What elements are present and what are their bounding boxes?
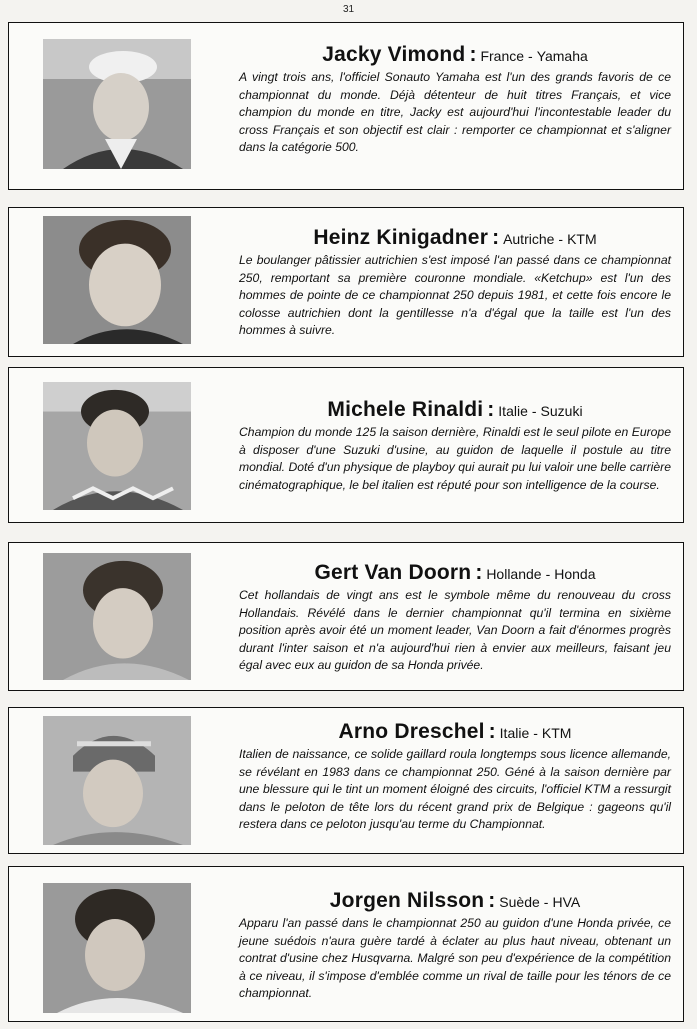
country-brand-dash: - (528, 48, 533, 64)
name-separator: : (488, 889, 496, 912)
rider-card-kinigadner (8, 207, 684, 357)
rider-photo (43, 883, 191, 1013)
rider-bio: Apparu l'an passé dans le championnat 250 au guidon d'une Honda privée, ce jeune suédois n'aura guère tardé à éclater au plus haut niveau, obtenant un contrat d'usine chez Husqvarna. Malgré son peu d'expérience de la compétition à ce niveau, il s'impose d'emblée comme un rival de taille pour les ténors de ce championnat. (239, 916, 671, 1001)
rider-country: Autriche (503, 231, 555, 247)
rider-name: Heinz Kinigadner (313, 226, 489, 249)
name-separator: : (487, 398, 495, 421)
rider-name: Gert Van Doorn (314, 561, 472, 584)
page-number: 31 (342, 4, 355, 15)
rider-card-dreschel (8, 707, 684, 854)
rider-name: Michele Rinaldi (327, 398, 484, 421)
rider-card-vimond (8, 22, 684, 190)
rider-card-van-doorn (8, 542, 684, 691)
rider-name: Jorgen Nilsson (329, 889, 485, 912)
rider-country: France (480, 48, 525, 64)
rider-bio: Le boulanger pâtissier autrichien s'est imposé l'an passé dans ce championnat 250, remportant sa première couronne mondiale. «Ketchup» est l'un des hommes de pointe de ce championnat 250 depuis 1981, et cette fois encore le colosse autrichien dont la gentillesse n'a d'égal que la taille est l'un des hommes à suivre. (239, 253, 671, 338)
rider-text (239, 889, 671, 1003)
rider-card-rinaldi (8, 367, 684, 523)
rider-bio: Cet hollandais de vingt ans est le symbole même du renouveau du cross Hollandais. Révélé dans le dernier championnat qu'il termina en sixième position après avoir été un moment leader, Van Doorn a fait d'énormes progrès durant l'inter saison et n'a aujourd'hui rien à envier aux meilleurs, faisant jeu égal avec eux au guidon de sa Honda privée. (239, 588, 671, 673)
rider-bio: Italien de naissance, ce solide gaillard roula longtemps sous licence allemande, se révélant en 1983 dans ce championnat 250. Géné à la saison dernière par une blessure qui le tint un moment éloigné des circuits, l'officiel KTM a ressurgit dans le peloton de tête lors du récent grand prix de Belgique : gageons qu'il restera dans ce peloton jusqu'au terme du Championnat. (239, 747, 671, 832)
country-brand-dash: - (543, 894, 549, 910)
rider-photo (43, 382, 191, 510)
rider-card-nilsson (8, 866, 684, 1022)
rider-photo (43, 216, 191, 344)
name-separator: : (492, 226, 500, 249)
rider-text (239, 43, 671, 157)
rider-photo (43, 716, 191, 845)
country-brand-dash: - (533, 725, 538, 741)
rider-bio: A vingt trois ans, l'officiel Sonauto Yamaha est l'un des grands favoris de ce championnat du monde. Déjà détenteur de huit titres Français, et vice champion du monde en titre, Jacky est aujourd'hui l'incontestable leader du cross Français et son objectif est clair : remporter ce championnat et s'aligner dans la catégorie 500. (239, 70, 671, 155)
rider-brand: Suzuki (540, 403, 583, 419)
rider-text (239, 720, 671, 834)
rider-country: Suède (499, 894, 540, 910)
rider-text (239, 226, 671, 340)
rider-country: Italie (498, 403, 528, 419)
rider-photo (43, 553, 191, 680)
rider-text (239, 398, 671, 494)
rider-country: Italie (499, 725, 530, 741)
name-separator: : (475, 561, 483, 584)
rider-photo (43, 39, 191, 169)
name-separator: : (469, 43, 477, 66)
country-brand-dash: - (545, 566, 551, 582)
rider-brand: KTM (541, 725, 572, 741)
rider-name: Jacky Vimond (322, 43, 466, 66)
rider-name: Arno Dreschel (338, 720, 485, 743)
rider-text (239, 561, 671, 675)
rider-brand: Honda (554, 566, 596, 582)
rider-country: Hollande (486, 566, 542, 582)
rider-bio: Champion du monde 125 la saison dernière, Rinaldi est le seul pilote en Europe à disposer d'une Suzuki d'usine, au guidon de laquelle il postule au titre mondial. Doté d'un physique de playboy qui aurait pu lui valoir une belle carrière cinématographique, le bel italien est réputé pour son intelligence de la course. (239, 425, 671, 492)
rider-brand: KTM (567, 231, 597, 247)
country-brand-dash: - (531, 403, 537, 419)
rider-brand: HVA (552, 894, 581, 910)
country-brand-dash: - (558, 231, 564, 247)
rider-brand: Yamaha (536, 48, 588, 64)
name-separator: : (488, 720, 496, 743)
